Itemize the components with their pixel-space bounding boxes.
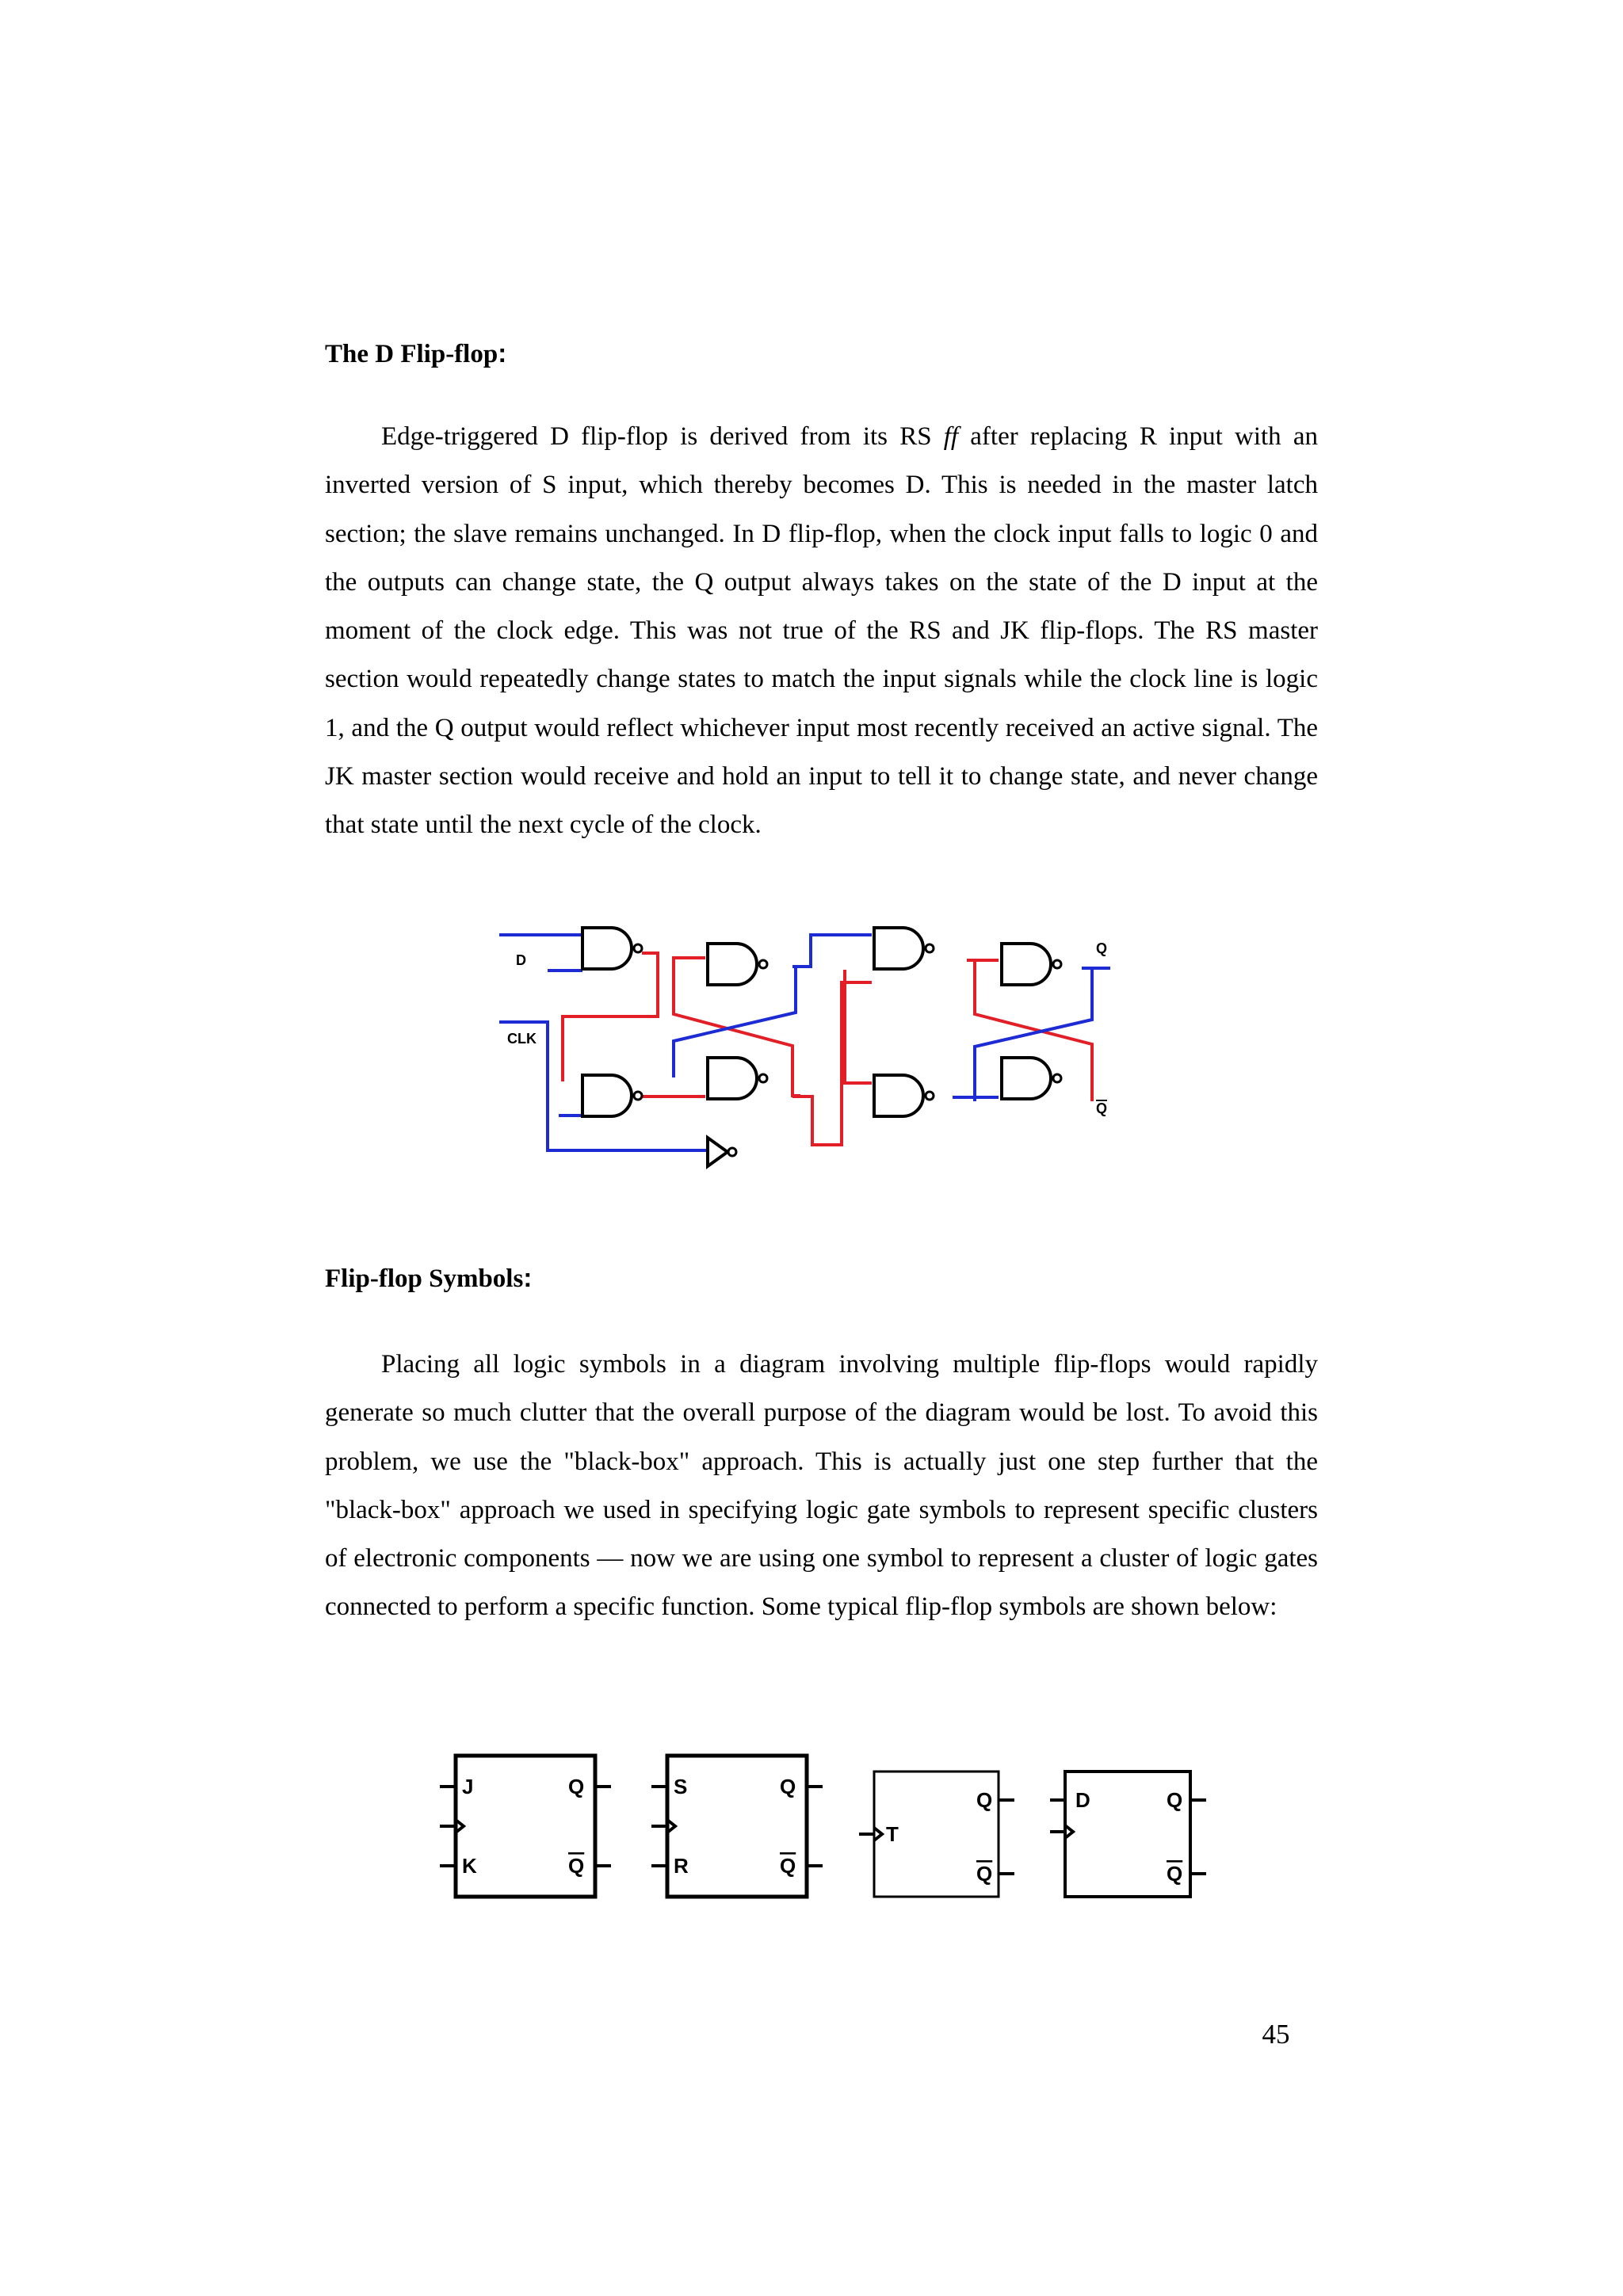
heading-text: The D Flip-flop [325, 340, 498, 368]
t-output-q: Q [976, 1788, 993, 1812]
jk-input-k: K [462, 1854, 477, 1878]
jk-output-qbar: Q [568, 1854, 585, 1878]
sr-flip-flop-symbol [651, 1756, 823, 1897]
nand-gate-latch-1-bottom [708, 1058, 767, 1099]
page-number: 45 [1262, 2019, 1290, 2050]
label-d-input: D [516, 952, 526, 968]
sr-output-q: Q [780, 1775, 796, 1798]
d-input-d: D [1075, 1788, 1090, 1812]
label-q-output: Q [1096, 940, 1108, 956]
heading-colon: : [523, 1263, 533, 1292]
d-flip-flop-symbol [1050, 1772, 1206, 1897]
t-flip-flop-symbol [859, 1772, 1014, 1897]
flip-flop-symbols-paragraph: Placing all logic symbols in a diagram involving multiple flip-flops would rapidly generate so much clutter that the overall purpose of the diagram would be lost. To avoid this problem, we use the "black-box" approach. This is actually just one step further that the "black-box" approach we used in specifying logic gate symbols to represent specific clusters of electronic components — now we are using one symbol to represent a cluster of logic gates connected to perform a specific function. Some typical flip-flop symbols are shown below: [325, 1350, 1318, 1622]
section-heading-d-flip-flop [325, 338, 506, 370]
t-input-t: T [886, 1822, 899, 1846]
sr-input-s: S [674, 1775, 688, 1798]
heading-text: Flip-flop Symbols [325, 1264, 524, 1293]
nand-gate-master-reset [582, 1075, 642, 1116]
paragraph-text-part-2: after replacing R input with an inverted version of S input, which thereby becomes D. This is needed in the master latch section; the slave remains unchanged. In D flip-flop, when the clock input falls to logic 0 and the outputs can change state, the Q output always takes on the state of the D input at the moment of the clock edge. This was not true of the RS and JK flip-flops. The RS master section would repeatedly change states to match the input signals while the clock line is logic 1, and the Q output would reflect whichever input most recently received an active signal. The JK master section would receive and hold an input to tell it to change state, and never change that state until the next cycle of the clock. [325, 422, 1318, 840]
nand-gate-master-set [582, 928, 642, 969]
d-flip-flop-paragraph [325, 413, 1318, 850]
jk-flip-flop-symbol [440, 1756, 611, 1897]
clock-inverter [708, 1138, 736, 1166]
sr-output-qbar: Q [780, 1854, 796, 1878]
section-heading-flip-flop-symbols [325, 1262, 532, 1295]
jk-output-q: Q [568, 1775, 585, 1798]
label-clk-input: CLK [507, 1031, 537, 1047]
jk-input-j: J [462, 1775, 474, 1798]
nand-gate-latch-2-bottom [1002, 1058, 1061, 1099]
paragraph-text-part-1: Edge-triggered D flip-flop is derived from its RS [381, 422, 944, 451]
nand-gate-slave-set [874, 928, 934, 969]
sr-input-r: R [674, 1854, 689, 1878]
heading-colon: : [498, 338, 507, 368]
nand-gate-latch-2-top [1002, 944, 1061, 985]
nand-gate-slave-reset [874, 1075, 934, 1116]
d-output-q: Q [1167, 1788, 1183, 1812]
flip-flop-symbols-figure [428, 1735, 1220, 1925]
nand-gate-latch-1-top [708, 944, 767, 985]
d-output-qbar: Q [1167, 1862, 1183, 1886]
t-output-qbar: Q [976, 1862, 993, 1886]
d-flip-flop-circuit-diagram [491, 919, 1125, 1173]
label-qbar-output: Q [1096, 1100, 1108, 1116]
paragraph-ff-italic: ff [943, 422, 959, 451]
